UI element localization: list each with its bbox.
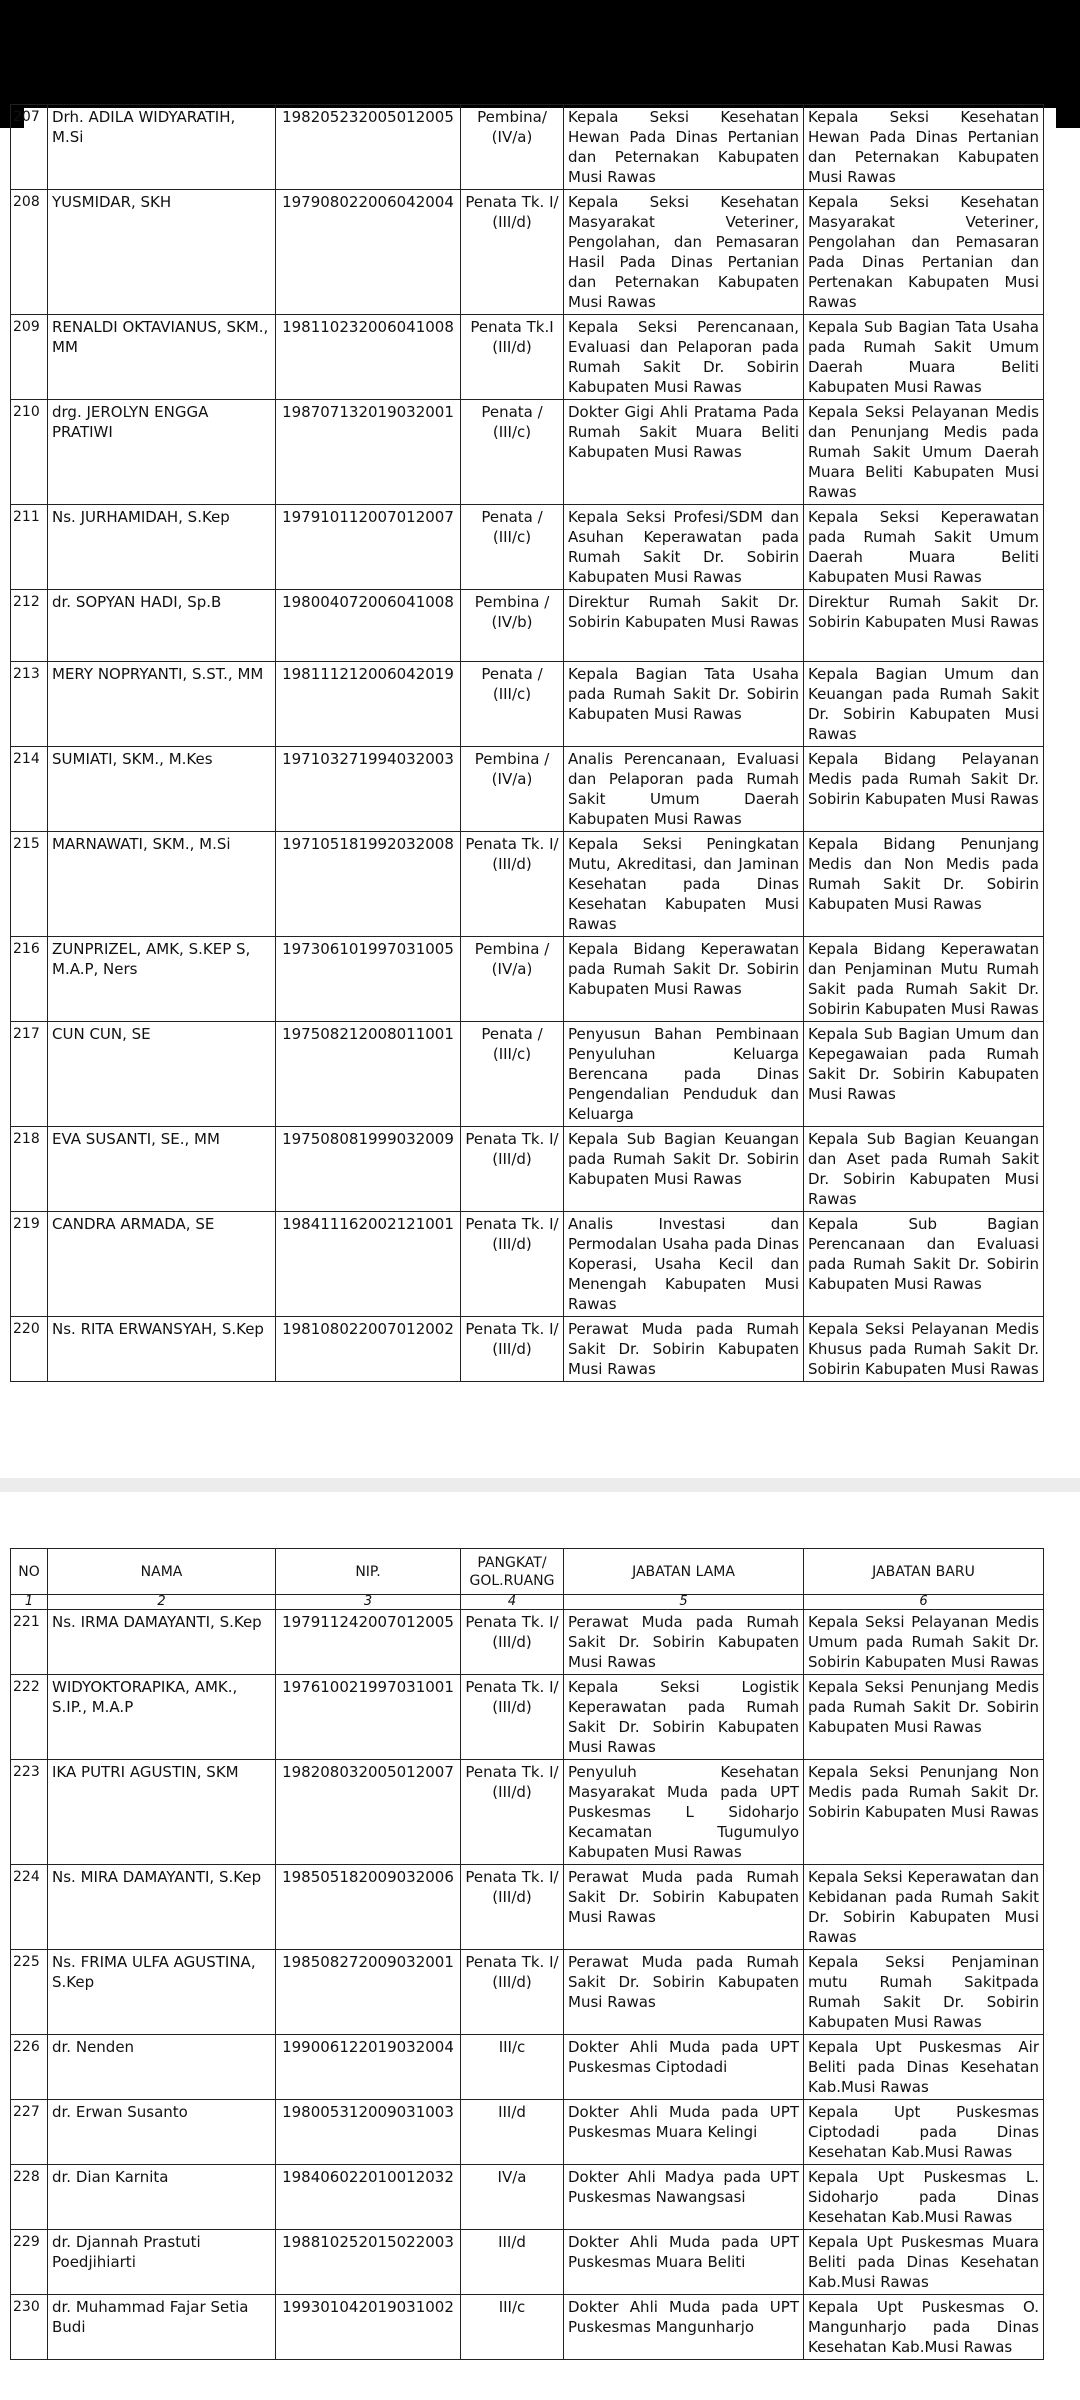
previous-position-cell: Dokter Ahli Madya pada UPT Puskesmas Nawangsasi: [564, 2165, 804, 2230]
new-position-cell: Kepala Bidang Penunjang Medis dan Non Medis pada Rumah Sakit Dr. Sobirin Kabupaten Musi Rawas: [804, 832, 1044, 937]
new-position-cell: Kepala Seksi Penunjang Medis pada Rumah Sakit Dr. Sobirin Kabupaten Musi Rawas: [804, 1675, 1044, 1760]
nip-cell: 198110232006041008: [276, 315, 461, 400]
rank-grade-cell: Pembina / (IV/b): [461, 590, 564, 662]
nip-cell: 198707132019032001: [276, 400, 461, 505]
table-body-page-1: [11, 105, 1044, 1382]
header-jabatan-lama: JABATAN LAMA: [564, 1549, 804, 1595]
nip-cell: 197306101997031005: [276, 937, 461, 1022]
rank-grade-cell: Penata Tk. I/ (III/d): [461, 190, 564, 315]
column-index: 4: [461, 1595, 564, 1610]
new-position-cell: Kepala Bagian Umum dan Keuangan pada Rumah Sakit Dr. Sobirin Kabupaten Musi Rawas: [804, 662, 1044, 747]
previous-position-cell: Analis Investasi dan Permodalan Usaha pada Dinas Koperasi, Usaha Kecil dan Menengah Kabupaten Musi Rawas: [564, 1212, 804, 1317]
new-position-cell: Kepala Seksi Kesehatan Masyarakat Veteriner, Pengolahan dan Pemasaran Pada Dinas Pertanian dan Pertenakan Kabupaten Musi Rawas: [804, 190, 1044, 315]
row-number-cell: 214: [11, 747, 48, 832]
name-cell: Ns. JURHAMIDAH, S.Kep: [48, 505, 276, 590]
new-position-cell: Kepala Seksi Penunjang Non Medis pada Rumah Sakit Dr. Sobirin Kabupaten Musi Rawas: [804, 1760, 1044, 1865]
table-row: [11, 1760, 1044, 1865]
column-index: 3: [276, 1595, 461, 1610]
nip-cell: 197908022006042004: [276, 190, 461, 315]
rank-grade-cell: Pembina/ (IV/a): [461, 105, 564, 190]
row-number-cell: 208: [11, 190, 48, 315]
row-number-cell: 223: [11, 1760, 48, 1865]
table-row: [11, 832, 1044, 937]
new-position-cell: Kepala Seksi Pelayanan Medis Khusus pada Rumah Sakit Dr. Sobirin Kabupaten Musi Rawas: [804, 1317, 1044, 1382]
name-cell: WIDYOKTORAPIKA, AMK., S.IP., M.A.P: [48, 1675, 276, 1760]
table-row: [11, 400, 1044, 505]
rank-grade-cell: Penata Tk. I/ (III/d): [461, 832, 564, 937]
column-index: 1: [11, 1595, 48, 1610]
new-position-cell: Kepala Bidang Keperawatan dan Penjaminan Mutu Rumah Sakit pada Rumah Sakit Dr. Sobirin Kabupaten Musi Rawas: [804, 937, 1044, 1022]
nip-cell: 198205232005012005: [276, 105, 461, 190]
new-position-cell: Kepala Seksi Keperawatan pada Rumah Sakit Umum Daerah Muara Beliti Kabupaten Musi Rawas: [804, 505, 1044, 590]
rank-grade-cell: III/d: [461, 2230, 564, 2295]
table-row: [11, 747, 1044, 832]
name-cell: RENALDI OKTAVIANUS, SKM., MM: [48, 315, 276, 400]
name-cell: dr. Dian Karnita: [48, 2165, 276, 2230]
previous-position-cell: Dokter Gigi Ahli Pratama Pada Rumah Sakit Muara Beliti Kabupaten Musi Rawas: [564, 400, 804, 505]
previous-position-cell: Dokter Ahli Muda pada UPT Puskesmas Muara Beliti: [564, 2230, 804, 2295]
nip-cell: 199006122019032004: [276, 2035, 461, 2100]
nip-cell: 198810252015022003: [276, 2230, 461, 2295]
previous-position-cell: Kepala Seksi Peningkatan Mutu, Akreditasi, dan Jaminan Kesehatan pada Dinas Kesehatan Kabupaten Musi Rawas: [564, 832, 804, 937]
nip-cell: 198004072006041008: [276, 590, 461, 662]
name-cell: drg. JEROLYN ENGGA PRATIWI: [48, 400, 276, 505]
name-cell: Ns. MIRA DAMAYANTI, S.Kep: [48, 1865, 276, 1950]
new-position-cell: Kepala Bidang Pelayanan Medis pada Rumah Sakit Dr. Sobirin Kabupaten Musi Rawas: [804, 747, 1044, 832]
header-nama: NAMA: [48, 1549, 276, 1595]
new-position-cell: Kepala Upt Puskesmas Ciptodadi pada Dinas Kesehatan Kab.Musi Rawas: [804, 2100, 1044, 2165]
rank-grade-cell: Penata / (III/c): [461, 505, 564, 590]
new-position-cell: Kepala Upt Puskesmas Air Beliti pada Dinas Kesehatan Kab.Musi Rawas: [804, 2035, 1044, 2100]
row-number-cell: 226: [11, 2035, 48, 2100]
row-number-cell: 222: [11, 1675, 48, 1760]
table-row: [11, 190, 1044, 315]
table-row: [11, 1865, 1044, 1950]
previous-position-cell: Kepala Seksi Kesehatan Hewan Pada Dinas Pertanian dan Peternakan Kabupaten Musi Rawas: [564, 105, 804, 190]
column-index: 6: [804, 1595, 1044, 1610]
name-cell: dr. SOPYAN HADI, Sp.B: [48, 590, 276, 662]
previous-position-cell: Penyusun Bahan Pembinaan Penyuluhan Keluarga Berencana pada Dinas Pengendalian Penduduk dan Keluarga: [564, 1022, 804, 1127]
nip-cell: 197508212008011001: [276, 1022, 461, 1127]
new-position-cell: Kepala Seksi Kesehatan Hewan Pada Dinas Pertanian dan Peternakan Kabupaten Musi Rawas: [804, 105, 1044, 190]
previous-position-cell: Dokter Ahli Muda pada UPT Puskesmas Ciptodadi: [564, 2035, 804, 2100]
name-cell: dr. Muhammad Fajar Setia Budi: [48, 2295, 276, 2360]
name-cell: Ns. IRMA DAMAYANTI, S.Kep: [48, 1610, 276, 1675]
name-cell: YUSMIDAR, SKH: [48, 190, 276, 315]
table-row: [11, 2035, 1044, 2100]
previous-position-cell: Kepala Seksi Profesi/SDM dan Asuhan Keperawatan pada Rumah Sakit Dr. Sobirin Kabupaten Musi Rawas: [564, 505, 804, 590]
row-number-cell: 211: [11, 505, 48, 590]
rank-grade-cell: Penata Tk. I/ (III/d): [461, 1950, 564, 2035]
new-position-cell: Kepala Seksi Pelayanan Medis Umum pada Rumah Sakit Dr. Sobirin Kabupaten Musi Rawas: [804, 1610, 1044, 1675]
row-number-cell: 227: [11, 2100, 48, 2165]
name-cell: Ns. FRIMA ULFA AGUSTINA, S.Kep: [48, 1950, 276, 2035]
rank-grade-cell: Penata Tk. I/ (III/d): [461, 1127, 564, 1212]
previous-position-cell: Perawat Muda pada Rumah Sakit Dr. Sobirin Kabupaten Musi Rawas: [564, 1950, 804, 2035]
name-cell: MERY NOPRYANTI, S.ST., MM: [48, 662, 276, 747]
nip-cell: 198111212006042019: [276, 662, 461, 747]
table-body-page-2: [11, 1610, 1044, 2360]
rank-grade-cell: Penata / (III/c): [461, 400, 564, 505]
header-row: [11, 1549, 1044, 1595]
previous-position-cell: Kepala Seksi Kesehatan Masyarakat Veteriner, Pengolahan, dan Pemasaran Hasil Pada Dinas Pertanian dan Peternakan Kabupaten Musi Rawas: [564, 190, 804, 315]
nip-cell: 197508081999032009: [276, 1127, 461, 1212]
previous-position-cell: Kepala Seksi Logistik Keperawatan pada Rumah Sakit Dr. Sobirin Kabupaten Musi Rawas: [564, 1675, 804, 1760]
new-position-cell: Kepala Upt Puskesmas O. Mangunharjo pada Dinas Kesehatan Kab.Musi Rawas: [804, 2295, 1044, 2360]
previous-position-cell: Kepala Sub Bagian Keuangan pada Rumah Sakit Dr. Sobirin Kabupaten Musi Rawas: [564, 1127, 804, 1212]
previous-position-cell: Dokter Ahli Muda pada UPT Puskesmas Mangunharjo: [564, 2295, 804, 2360]
top-dark-bar: [0, 0, 1080, 108]
rank-grade-cell: Penata Tk.I (III/d): [461, 315, 564, 400]
table-row: [11, 2230, 1044, 2295]
nip-cell: 197910112007012007: [276, 505, 461, 590]
name-cell: MARNAWATI, SKM., M.Si: [48, 832, 276, 937]
nip-cell: 198005312009031003: [276, 2100, 461, 2165]
previous-position-cell: Perawat Muda pada Rumah Sakit Dr. Sobirin Kabupaten Musi Rawas: [564, 1865, 804, 1950]
table-row: [11, 1317, 1044, 1382]
header-no: NO: [11, 1549, 48, 1595]
row-number-cell: 219: [11, 1212, 48, 1317]
name-cell: ZUNPRIZEL, AMK, S.KEP S, M.A.P, Ners: [48, 937, 276, 1022]
row-number-cell: 218: [11, 1127, 48, 1212]
previous-position-cell: Perawat Muda pada Rumah Sakit Dr. Sobirin Kabupaten Musi Rawas: [564, 1610, 804, 1675]
row-number-cell: 215: [11, 832, 48, 937]
rank-grade-cell: III/c: [461, 2295, 564, 2360]
table-row: [11, 2295, 1044, 2360]
rank-grade-cell: Pembina / (IV/a): [461, 747, 564, 832]
rank-grade-cell: Penata / (III/c): [461, 662, 564, 747]
rank-grade-cell: Penata Tk. I/ (III/d): [461, 1212, 564, 1317]
row-number-cell: 230: [11, 2295, 48, 2360]
table-row: [11, 1127, 1044, 1212]
row-number-cell: 210: [11, 400, 48, 505]
name-cell: dr. Djannah Prastuti Poedjihiarti: [48, 2230, 276, 2295]
table-row: [11, 590, 1044, 662]
header-nip: NIP.: [276, 1549, 461, 1595]
new-position-cell: Kepala Upt Puskesmas L. Sidoharjo pada Dinas Kesehatan Kab.Musi Rawas: [804, 2165, 1044, 2230]
name-cell: Drh. ADILA WIDYARATIH, M.Si: [48, 105, 276, 190]
name-cell: CANDRA ARMADA, SE: [48, 1212, 276, 1317]
table-row: [11, 2100, 1044, 2165]
new-position-cell: Kepala Seksi Keperawatan dan Kebidanan pada Rumah Sakit Dr. Sobirin Kabupaten Musi Rawas: [804, 1865, 1044, 1950]
nip-cell: 198208032005012007: [276, 1760, 461, 1865]
row-number-cell: 213: [11, 662, 48, 747]
column-index: 2: [48, 1595, 276, 1610]
row-number-cell: 207: [11, 105, 48, 190]
appointment-table-page-2: [10, 1548, 1044, 2360]
table-row: [11, 1610, 1044, 1675]
previous-position-cell: Analis Perencanaan, Evaluasi dan Pelaporan pada Rumah Sakit Umum Daerah Kabupaten Musi Rawas: [564, 747, 804, 832]
nip-cell: 198508272009032001: [276, 1950, 461, 2035]
new-position-cell: Kepala Sub Bagian Umum dan Kepegawaian pada Rumah Sakit Dr. Sobirin Kabupaten Musi Rawas: [804, 1022, 1044, 1127]
nip-cell: 197103271994032003: [276, 747, 461, 832]
rank-grade-cell: Penata Tk. I/ (III/d): [461, 1610, 564, 1675]
table-row: [11, 937, 1044, 1022]
table-row: [11, 1212, 1044, 1317]
row-number-cell: 229: [11, 2230, 48, 2295]
table-row: [11, 315, 1044, 400]
new-position-cell: Kepala Seksi Pelayanan Medis dan Penunjang Medis pada Rumah Sakit Umum Daerah Muara Beliti Kabupaten Musi Rawas: [804, 400, 1044, 505]
rank-grade-cell: Penata Tk. I/ (III/d): [461, 1865, 564, 1950]
table-row: [11, 505, 1044, 590]
table-row: [11, 1675, 1044, 1760]
new-position-cell: Kepala Upt Puskesmas Muara Beliti pada Dinas Kesehatan Kab.Musi Rawas: [804, 2230, 1044, 2295]
new-position-cell: Kepala Sub Bagian Perencanaan dan Evaluasi pada Rumah Sakit Dr. Sobirin Kabupaten Musi Rawas: [804, 1212, 1044, 1317]
previous-position-cell: Direktur Rumah Sakit Dr. Sobirin Kabupaten Musi Rawas: [564, 590, 804, 662]
new-position-cell: Kepala Sub Bagian Keuangan dan Aset pada Rumah Sakit Dr. Sobirin Kabupaten Musi Rawas: [804, 1127, 1044, 1212]
nip-cell: 198411162002121001: [276, 1212, 461, 1317]
previous-position-cell: Perawat Muda pada Rumah Sakit Dr. Sobirin Kabupaten Musi Rawas: [564, 1317, 804, 1382]
previous-position-cell: Kepala Bagian Tata Usaha pada Rumah Sakit Dr. Sobirin Kabupaten Musi Rawas: [564, 662, 804, 747]
name-cell: CUN CUN, SE: [48, 1022, 276, 1127]
row-number-cell: 209: [11, 315, 48, 400]
rank-grade-cell: Penata Tk. I/ (III/d): [461, 1675, 564, 1760]
header-pangkat: PANGKAT/ GOL.RUANG: [461, 1549, 564, 1595]
header-jabatan-baru: JABATAN BARU: [804, 1549, 1044, 1595]
column-index: 5: [564, 1595, 804, 1610]
page-corner-right: [1056, 104, 1080, 128]
nip-cell: 197911242007012005: [276, 1610, 461, 1675]
table-row: [11, 1950, 1044, 2035]
new-position-cell: Kepala Sub Bagian Tata Usaha pada Rumah Sakit Umum Daerah Muara Beliti Kabupaten Musi Rawas: [804, 315, 1044, 400]
previous-position-cell: Kepala Seksi Perencanaan, Evaluasi dan Pelaporan pada Rumah Sakit Dr. Sobirin Kabupaten Musi Rawas: [564, 315, 804, 400]
rank-grade-cell: IV/a: [461, 2165, 564, 2230]
row-number-cell: 221: [11, 1610, 48, 1675]
name-cell: Ns. RITA ERWANSYAH, S.Kep: [48, 1317, 276, 1382]
name-cell: dr. Erwan Susanto: [48, 2100, 276, 2165]
name-cell: dr. Nenden: [48, 2035, 276, 2100]
new-position-cell: Direktur Rumah Sakit Dr. Sobirin Kabupaten Musi Rawas: [804, 590, 1044, 662]
table-row: [11, 662, 1044, 747]
name-cell: EVA SUSANTI, SE., MM: [48, 1127, 276, 1212]
row-number-cell: 224: [11, 1865, 48, 1950]
table-row: [11, 2165, 1044, 2230]
nip-cell: 198406022010012032: [276, 2165, 461, 2230]
nip-cell: 199301042019031002: [276, 2295, 461, 2360]
rank-grade-cell: Penata Tk. I/ (III/d): [461, 1317, 564, 1382]
rank-grade-cell: III/d: [461, 2100, 564, 2165]
nip-cell: 197610021997031001: [276, 1675, 461, 1760]
previous-position-cell: Dokter Ahli Muda pada UPT Puskesmas Muara Kelingi: [564, 2100, 804, 2165]
page-separator: [0, 1478, 1080, 1492]
row-number-cell: 216: [11, 937, 48, 1022]
previous-position-cell: Kepala Bidang Keperawatan pada Rumah Sakit Dr. Sobirin Kabupaten Musi Rawas: [564, 937, 804, 1022]
previous-position-cell: Penyuluh Kesehatan Masyarakat Muda pada UPT Puskesmas L Sidoharjo Kecamatan Tugumulyo Kabupaten Musi Rawas: [564, 1760, 804, 1865]
row-number-cell: 225: [11, 1950, 48, 2035]
row-number-cell: 217: [11, 1022, 48, 1127]
table-row: [11, 105, 1044, 190]
nip-cell: 197105181992032008: [276, 832, 461, 937]
row-number-cell: 228: [11, 2165, 48, 2230]
nip-cell: 198108022007012002: [276, 1317, 461, 1382]
rank-grade-cell: Penata / (III/c): [461, 1022, 564, 1127]
rank-grade-cell: III/c: [461, 2035, 564, 2100]
table-row: [11, 1022, 1044, 1127]
rank-grade-cell: Penata Tk. I/ (III/d): [461, 1760, 564, 1865]
name-cell: IKA PUTRI AGUSTIN, SKM: [48, 1760, 276, 1865]
name-cell: SUMIATI, SKM., M.Kes: [48, 747, 276, 832]
column-index-row: [11, 1595, 1044, 1610]
nip-cell: 198505182009032006: [276, 1865, 461, 1950]
row-number-cell: 212: [11, 590, 48, 662]
appointment-table-page-1: [10, 104, 1044, 1382]
rank-grade-cell: Pembina / (IV/a): [461, 937, 564, 1022]
new-position-cell: Kepala Seksi Penjaminan mutu Rumah Sakitpada Rumah Sakit Dr. Sobirin Kabupaten Musi Rawas: [804, 1950, 1044, 2035]
row-number-cell: 220: [11, 1317, 48, 1382]
